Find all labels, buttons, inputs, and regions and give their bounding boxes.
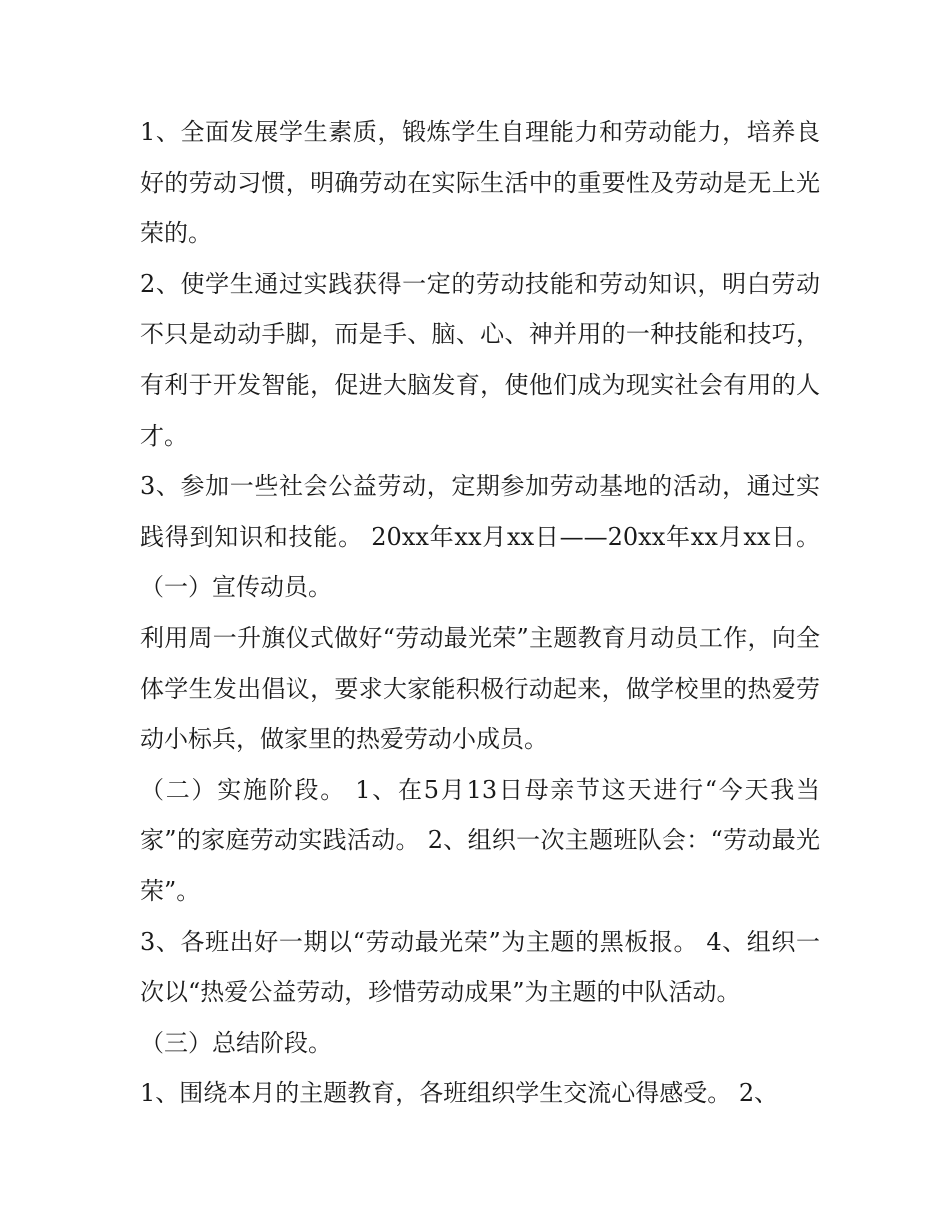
paragraph-mobilization: 利用周一升旗仪式做好“劳动最光荣”主题教育月动员工作，向全体学生发出倡议，要求大家能积极行动起来，做学校里的热爱劳动小标兵，做家里的热爱劳动小成员。 xyxy=(140,623,820,754)
paragraph-goal-2: 2、使学生通过实践获得一定的劳动技能和劳动知识，明白劳动不只是动动手脚，而是手、脑、心、神并用的一种技能和技巧，有利于开发智能，促进大脑发育，使他们成为现实社会有用的人才。 xyxy=(140,269,820,450)
paragraph-summary: 1、围绕本月的主题教育，各班组织学生交流心得感受。 2、 xyxy=(140,1079,779,1108)
paragraph-goal-1: 1、全面发展学生素质，锻炼学生自理能力和劳动能力，培养良好的劳动习惯，明确劳动在实际生活中的重要性及劳动是无上光荣的。 xyxy=(140,118,820,248)
paragraph-summary-heading: （三）总结阶段。 xyxy=(140,1028,332,1057)
document-body xyxy=(140,107,820,1119)
paragraph-implementation: （二）实施阶段。 1、在5月13日母亲节这天进行“今天我当家”的家庭劳动实践活动。 2、组织一次主题班队会：“劳动最光荣”。 xyxy=(140,775,820,905)
paragraph-goal-3: 3、参加一些社会公益劳动，定期参加劳动基地的活动，通过实践得到知识和技能。 20xx年xx月xx日——20xx年xx月xx日。（一）宣传动员。 xyxy=(140,472,820,602)
paragraph-activities: 3、各班出好一期以“劳动最光荣”为主题的黑板报。 4、组织一次以“热爱公益劳动，珍惜劳动成果”为主题的中队活动。 xyxy=(140,927,820,1007)
